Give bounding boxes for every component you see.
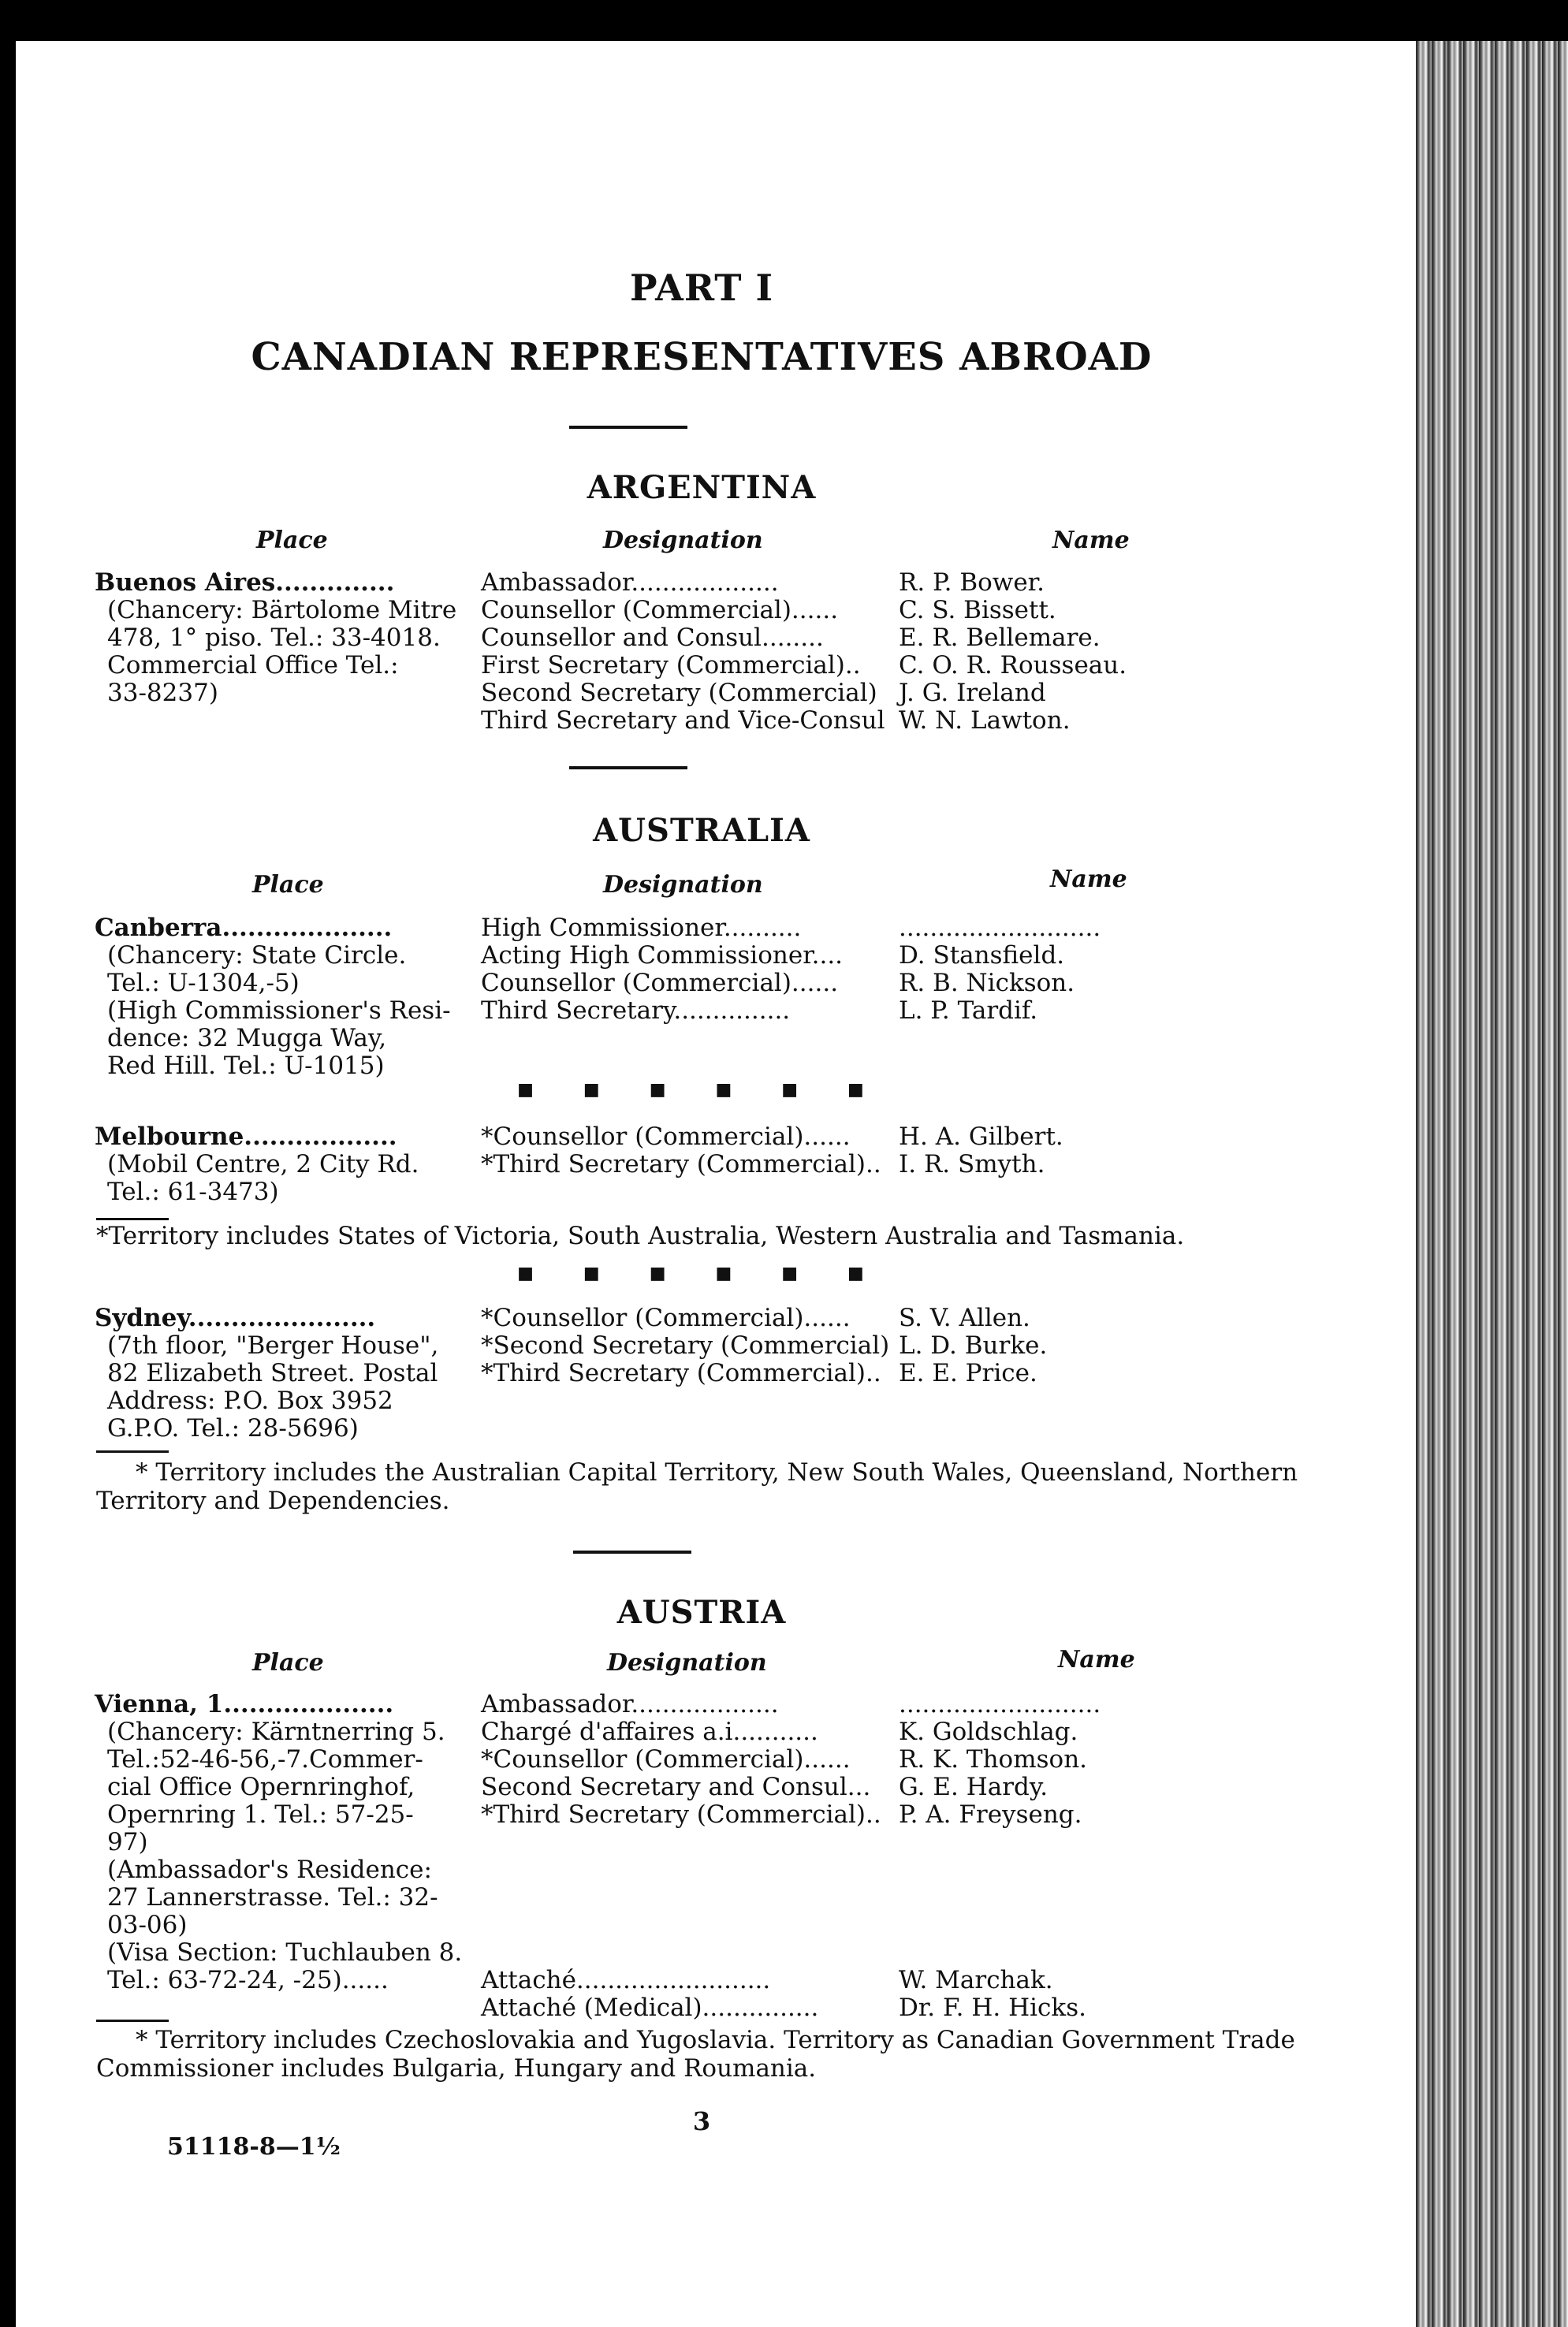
column-header-designation: Designation: [607, 1649, 767, 1677]
place-detail: (High Commissioner's Resi-: [107, 996, 451, 1025]
designation: First Secretary (Commercial)..: [481, 651, 861, 679]
designation-column: [481, 1304, 890, 1387]
designation: Counsellor (Commercial)......: [481, 596, 839, 624]
name-column: [875, 569, 1317, 735]
section-rule: [573, 1551, 691, 1554]
column-header-name: Name: [1058, 1646, 1135, 1674]
person-name: S. V. Allen.: [899, 1304, 1030, 1332]
designation-column: [481, 1123, 881, 1178]
column-header-place: Place: [252, 871, 324, 899]
place-detail: 33-8237): [107, 679, 218, 707]
place-column: [95, 1305, 481, 1443]
place-column: [95, 914, 481, 1080]
designation: Chargé d'affaires a.i...........: [481, 1718, 818, 1746]
person-name: H. A. Gilbert.: [899, 1123, 1063, 1151]
designation-column: [481, 568, 885, 735]
place-detail: (Chancery: Bärtolome Mitre: [107, 596, 457, 624]
print-code: 51118-8—1½: [167, 2133, 341, 2161]
person-name: R. K. Thomson.: [899, 1745, 1088, 1774]
designation: High Commissioner..........: [481, 914, 802, 942]
designation: Acting High Commissioner....: [481, 941, 844, 970]
person-name: R. P. Bower.: [899, 568, 1045, 597]
person-name: C. O. R. Rousseau.: [899, 651, 1127, 679]
spacer: [899, 1829, 1317, 1967]
place-detail: 97): [107, 1828, 148, 1856]
person-name: K. Goldschlag.: [899, 1718, 1078, 1746]
page-number: 3: [692, 2106, 711, 2136]
designation: *Counsellor (Commercial)......: [481, 1304, 851, 1332]
footnote-sydney: * Territory includes the Australian Capital Territory, New South Wales, Queensland, Northern Territory and Dependencies.: [96, 1458, 1298, 1515]
designation: Ambassador...................: [481, 568, 779, 597]
column-header-designation: Designation: [603, 871, 763, 899]
name-column: [875, 1305, 1317, 1387]
person-name: J. G. Ireland: [899, 679, 1046, 707]
name-column: [875, 914, 1317, 1025]
designation: Attaché (Medical)...............: [481, 1994, 819, 2022]
designation: Third Secretary...............: [481, 996, 791, 1025]
place-detail: 478, 1° piso. Tel.: 33-4018.: [107, 624, 441, 652]
person-name: ..........................: [899, 1690, 1101, 1718]
name-column: [875, 1691, 1317, 2022]
separator-dots: ■ ■ ■ ■ ■ ■: [517, 1264, 886, 1283]
designation: Second Secretary and Consul...: [481, 1773, 871, 1801]
place-detail: (Mobil Centre, 2 City Rd.: [107, 1150, 419, 1178]
place-detail: cial Office Opernringhof,: [107, 1773, 415, 1801]
place-detail: (Chancery: State Circle.: [107, 941, 407, 970]
column-header-designation: Designation: [603, 527, 763, 554]
place-detail: Tel.: 63-72-24, -25)......: [107, 1966, 389, 1994]
entry-melbourne: [95, 1123, 1317, 1206]
entry-canberra: [95, 914, 1317, 1080]
person-name: L. D. Burke.: [899, 1331, 1048, 1360]
place-name: Sydney......................: [95, 1304, 376, 1332]
entry-buenos-aires: [95, 569, 1317, 735]
footnote-austria: * Territory includes Czechoslovakia and Yugoslavia. Territory as Canadian Government Trade Commissioner includes Bulgaria, Hungary and Roumania.: [96, 2026, 1295, 2083]
place-detail: Red Hill. Tel.: U-1015): [107, 1052, 385, 1080]
part-title: PART I: [629, 266, 774, 309]
spacer: [481, 1829, 875, 1967]
place-detail: (Ambassador's Residence:: [107, 1856, 432, 1884]
place-detail: Tel.:52-46-56,-7.Commer-: [107, 1745, 423, 1774]
place-detail: dence: 32 Mugga Way,: [107, 1024, 387, 1052]
country-heading-australia: AUSTRALIA: [593, 812, 810, 849]
footnote-melbourne: *Territory includes States of Victoria, South Australia, Western Australia and Tasmania.: [96, 1222, 1185, 1250]
country-heading-argentina: ARGENTINA: [587, 469, 817, 506]
place-detail: Commercial Office Tel.:: [107, 651, 399, 679]
person-name: E. R. Bellemare.: [899, 624, 1101, 652]
entry-vienna: [95, 1691, 1317, 2022]
column-header-place: Place: [256, 527, 328, 554]
scan-right-edge-noise: [1416, 41, 1568, 2327]
designation: Attaché.........................: [481, 1966, 771, 1994]
place-detail: 82 Elizabeth Street. Postal: [107, 1359, 438, 1387]
place-column: [95, 1123, 481, 1206]
place-column: [95, 569, 481, 707]
separator-dots: ■ ■ ■ ■ ■ ■: [517, 1080, 886, 1100]
place-detail: 03-06): [107, 1911, 188, 1939]
person-name: D. Stansfield.: [899, 941, 1065, 970]
footnote-rule: [96, 1450, 169, 1453]
place-detail: (7th floor, "Berger House",: [107, 1331, 439, 1360]
designation-column: [481, 914, 875, 1025]
place-name: Melbourne..................: [95, 1123, 397, 1151]
person-name: P. A. Freyseng.: [899, 1800, 1082, 1829]
document-page: [87, 0, 1317, 2327]
designation: *Counsellor (Commercial)......: [481, 1745, 851, 1774]
place-detail: (Visa Section: Tuchlauben 8.: [107, 1938, 463, 1967]
designation: Ambassador...................: [481, 1690, 779, 1718]
column-header-name: Name: [1050, 866, 1127, 893]
designation: Second Secretary (Commercial): [481, 679, 877, 707]
person-name: C. S. Bissett.: [899, 596, 1056, 624]
column-header-place: Place: [252, 1649, 324, 1677]
designation-column: [481, 1690, 881, 2022]
country-heading-austria: AUSTRIA: [616, 1594, 787, 1631]
main-title: CANADIAN REPRESENTATIVES ABROAD: [251, 335, 1153, 379]
designation: Counsellor and Consul........: [481, 624, 824, 652]
place-name: Canberra....................: [95, 914, 393, 942]
person-name: L. P. Tardif.: [899, 996, 1038, 1025]
place-name: Vienna, 1....................: [95, 1690, 394, 1718]
designation: *Third Secretary (Commercial)..: [481, 1800, 881, 1829]
person-name: E. E. Price.: [899, 1359, 1037, 1387]
person-name: ..........................: [899, 914, 1101, 942]
person-name: Dr. F. H. Hicks.: [899, 1994, 1086, 2022]
footnote-rule: [96, 2020, 169, 2022]
place-detail: (Chancery: Kärntnerring 5.: [107, 1718, 445, 1746]
column-header-name: Name: [1052, 527, 1130, 554]
place-detail: Address: P.O. Box 3952: [107, 1387, 393, 1415]
person-name: G. E. Hardy.: [899, 1773, 1048, 1801]
place-column: [95, 1691, 481, 1994]
name-column: [875, 1123, 1317, 1178]
place-detail: 27 Lannerstrasse. Tel.: 32-: [107, 1883, 438, 1912]
scan-left-border: [0, 0, 16, 2327]
designation: Third Secretary and Vice-Consul: [481, 706, 885, 735]
person-name: I. R. Smyth.: [899, 1150, 1045, 1178]
section-rule: [569, 766, 687, 769]
designation: Counsellor (Commercial)......: [481, 969, 839, 997]
designation: *Counsellor (Commercial)......: [481, 1123, 851, 1151]
place-detail: Opernring 1. Tel.: 57-25-: [107, 1800, 414, 1829]
designation: *Third Secretary (Commercial)..: [481, 1150, 881, 1178]
designation: *Third Secretary (Commercial)..: [481, 1359, 881, 1387]
designation: *Second Secretary (Commercial): [481, 1331, 890, 1360]
footnote-rule: [96, 1218, 169, 1220]
section-rule: [569, 426, 687, 429]
person-name: R. B. Nickson.: [899, 969, 1075, 997]
entry-sydney: [95, 1305, 1317, 1443]
person-name: W. Marchak.: [899, 1966, 1053, 1994]
place-detail: Tel.: 61-3473): [107, 1178, 279, 1206]
place-name: Buenos Aires..............: [95, 568, 395, 597]
place-detail: G.P.O. Tel.: 28-5696): [107, 1414, 359, 1443]
person-name: W. N. Lawton.: [899, 706, 1071, 735]
place-detail: Tel.: U-1304,-5): [107, 969, 300, 997]
